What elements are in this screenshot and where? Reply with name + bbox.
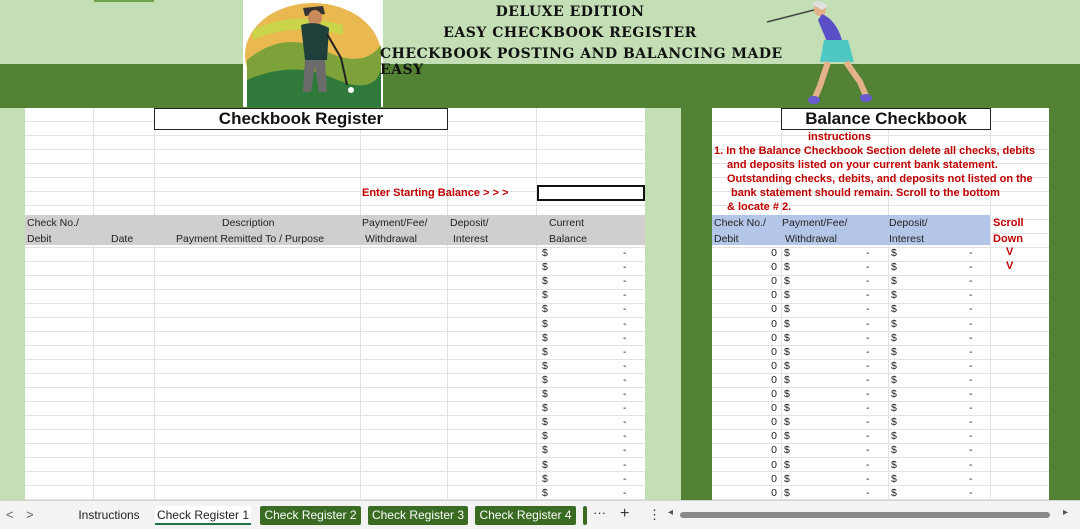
- payment-currency: $: [784, 487, 790, 499]
- tab-overflow-edge: [583, 506, 587, 525]
- balance-currency: $: [542, 360, 548, 372]
- gridline: [447, 108, 448, 500]
- check-number: 0: [771, 318, 777, 330]
- tab-instructions[interactable]: Instructions: [78, 508, 140, 522]
- col-deposit-line1: Deposit/: [450, 217, 489, 229]
- scroll-down-marker: V: [1006, 260, 1014, 272]
- prev-sheet-icon[interactable]: <: [6, 507, 14, 522]
- balance-currency: $: [542, 346, 548, 358]
- bal-col-deposit-line1: Deposit/: [889, 217, 928, 229]
- deposit-value: -: [969, 402, 973, 414]
- horizontal-scrollbar[interactable]: [668, 507, 1073, 520]
- balance-currency: $: [542, 402, 548, 414]
- payment-currency: $: [784, 473, 790, 485]
- deposit-value: -: [969, 487, 973, 499]
- deposit-currency: $: [891, 332, 897, 344]
- instructions-heading: instructions: [808, 131, 871, 143]
- sheet-options-icon[interactable]: ⋮: [648, 507, 661, 522]
- balance-value: -: [623, 473, 627, 485]
- deposit-currency: $: [891, 275, 897, 287]
- check-number: 0: [771, 402, 777, 414]
- payment-currency: $: [784, 332, 790, 344]
- balance-currency: $: [542, 430, 548, 442]
- check-number: 0: [771, 346, 777, 358]
- col-deposit-line2: Interest: [453, 233, 489, 245]
- deposit-value: -: [969, 388, 973, 400]
- payment-value: -: [866, 247, 870, 259]
- product-heading: EASY CHECKBOOK REGISTER: [443, 25, 697, 41]
- col-payment-line2: Withdrawal: [365, 233, 417, 245]
- gridline: [360, 108, 361, 500]
- golfer-illustration: [243, 0, 383, 107]
- balance-currency: $: [542, 444, 548, 456]
- payment-currency: $: [784, 275, 790, 287]
- balance-value: -: [623, 275, 627, 287]
- scroll-left-icon[interactable]: ◂: [668, 507, 674, 518]
- balance-value: -: [623, 459, 627, 471]
- gridline: [536, 108, 537, 500]
- edition-heading: DELUXE EDITION: [495, 4, 645, 20]
- middle-margin-light: [645, 108, 681, 500]
- col-date: Date: [111, 233, 134, 245]
- register-title: Checkbook Register: [154, 108, 448, 130]
- payment-currency: $: [784, 261, 790, 273]
- payment-value: -: [866, 360, 870, 372]
- balance-value: -: [623, 360, 627, 372]
- col-check-line2: Debit: [27, 233, 52, 245]
- deposit-currency: $: [891, 289, 897, 301]
- balance-value: -: [623, 487, 627, 499]
- payment-currency: $: [784, 247, 790, 259]
- check-number: 0: [771, 275, 777, 287]
- deposit-currency: $: [891, 473, 897, 485]
- deposit-currency: $: [891, 247, 897, 259]
- check-number: 0: [771, 444, 777, 456]
- payment-value: -: [866, 318, 870, 330]
- sheet-tab-bar: [0, 500, 1080, 529]
- balance-value: -: [623, 374, 627, 386]
- payment-currency: $: [784, 346, 790, 358]
- col-payment-line1: Payment/Fee/: [362, 217, 428, 229]
- balance-value: -: [623, 247, 627, 259]
- gridline: [93, 108, 94, 500]
- col-check-line1: Check No./: [27, 217, 79, 229]
- payment-value: -: [866, 289, 870, 301]
- payment-currency: $: [784, 374, 790, 386]
- top-hairline: [94, 0, 154, 2]
- payment-currency: $: [784, 303, 790, 315]
- payment-currency: $: [784, 459, 790, 471]
- scrollbar-thumb[interactable]: [680, 512, 1050, 518]
- bal-col-check-line1: Check No./: [714, 217, 766, 229]
- starting-balance-label: Enter Starting Balance > > >: [362, 187, 509, 199]
- bal-col-check-line2: Debit: [714, 233, 739, 245]
- middle-margin-dark: [681, 108, 712, 500]
- payment-currency: $: [784, 416, 790, 428]
- deposit-value: -: [969, 332, 973, 344]
- balance-currency: $: [542, 459, 548, 471]
- balance-value: -: [623, 430, 627, 442]
- payment-value: -: [866, 332, 870, 344]
- balance-value: -: [623, 444, 627, 456]
- payment-value: -: [866, 374, 870, 386]
- register-grid[interactable]: [25, 108, 645, 500]
- deposit-value: -: [969, 473, 973, 485]
- balance-currency: $: [542, 487, 548, 499]
- payment-value: -: [866, 346, 870, 358]
- instruction-line: and deposits listed on your current bank statement.: [727, 159, 998, 171]
- check-number: 0: [771, 360, 777, 372]
- check-number: 0: [771, 416, 777, 428]
- check-number: 0: [771, 430, 777, 442]
- bal-col-deposit-line2: Interest: [889, 233, 925, 245]
- next-sheet-icon[interactable]: >: [26, 507, 34, 522]
- check-number: 0: [771, 473, 777, 485]
- balance-value: -: [623, 416, 627, 428]
- balance-currency: $: [542, 261, 548, 273]
- payment-value: -: [866, 444, 870, 456]
- balance-currency: $: [542, 374, 548, 386]
- scroll-right-icon[interactable]: ▸: [1063, 507, 1069, 518]
- balance-currency: $: [542, 289, 548, 301]
- deposit-currency: $: [891, 416, 897, 428]
- balance-value: -: [623, 346, 627, 358]
- payment-value: -: [866, 430, 870, 442]
- check-number: 0: [771, 388, 777, 400]
- check-number: 0: [771, 487, 777, 499]
- payment-value: -: [866, 275, 870, 287]
- balance-currency: $: [542, 275, 548, 287]
- more-tabs-icon[interactable]: ···: [593, 505, 606, 520]
- balance-currency: $: [542, 388, 548, 400]
- deposit-value: -: [969, 360, 973, 372]
- deposit-currency: $: [891, 374, 897, 386]
- deposit-value: -: [969, 247, 973, 259]
- payment-currency: $: [784, 318, 790, 330]
- deposit-currency: $: [891, 402, 897, 414]
- payment-value: -: [866, 303, 870, 315]
- scroll-label-line1: Scroll: [993, 217, 1024, 229]
- deposit-value: -: [969, 289, 973, 301]
- balance-value: -: [623, 318, 627, 330]
- deposit-value: -: [969, 261, 973, 273]
- col-description-line1: Description: [222, 217, 275, 229]
- payment-currency: $: [784, 402, 790, 414]
- balance-currency: $: [542, 318, 548, 330]
- starting-balance-input[interactable]: [537, 185, 645, 201]
- check-number: 0: [771, 374, 777, 386]
- instruction-line: 1. In the Balance Checkbook Section delete all checks, debits: [714, 145, 1035, 157]
- payment-value: -: [866, 416, 870, 428]
- balance-title: Balance Checkbook: [781, 108, 991, 130]
- check-number: 0: [771, 459, 777, 471]
- deposit-value: -: [969, 303, 973, 315]
- tab-check-register-3[interactable]: Check Register 3: [368, 506, 468, 525]
- instruction-line: bank statement should remain. Scroll to the bottom: [731, 187, 1000, 199]
- col-balance-line2: Balance: [549, 233, 587, 245]
- payment-value: -: [866, 261, 870, 273]
- deposit-currency: $: [891, 360, 897, 372]
- deposit-currency: $: [891, 444, 897, 456]
- bal-col-payment-line2: Withdrawal: [785, 233, 837, 245]
- right-margin: [1049, 108, 1080, 500]
- deposit-value: -: [969, 444, 973, 456]
- bal-col-payment-line1: Payment/Fee/: [782, 217, 848, 229]
- col-balance-line1: Current: [549, 217, 585, 229]
- instruction-line: Outstanding checks, debits, and deposits not listed on the: [727, 173, 1033, 185]
- deposit-value: -: [969, 416, 973, 428]
- balance-value: -: [623, 289, 627, 301]
- balance-currency: $: [542, 303, 548, 315]
- check-number: 0: [771, 303, 777, 315]
- deposit-currency: $: [891, 459, 897, 471]
- balance-value: -: [623, 388, 627, 400]
- deposit-value: -: [969, 374, 973, 386]
- payment-currency: $: [784, 388, 790, 400]
- balance-currency: $: [542, 473, 548, 485]
- gridline: [154, 108, 155, 500]
- instruction-line: & locate # 2.: [727, 201, 792, 213]
- tab-check-register-1[interactable]: Check Register 1: [155, 506, 251, 525]
- tab-check-register-2[interactable]: Check Register 2: [260, 506, 361, 525]
- deposit-value: -: [969, 459, 973, 471]
- balance-currency: $: [542, 247, 548, 259]
- scroll-label-line2: Down: [993, 233, 1023, 245]
- deposit-currency: $: [891, 430, 897, 442]
- balance-currency: $: [542, 416, 548, 428]
- payment-value: -: [866, 388, 870, 400]
- payment-value: -: [866, 402, 870, 414]
- payment-currency: $: [784, 430, 790, 442]
- deposit-value: -: [969, 430, 973, 442]
- deposit-currency: $: [891, 388, 897, 400]
- deposit-currency: $: [891, 261, 897, 273]
- deposit-currency: $: [891, 346, 897, 358]
- check-number: 0: [771, 261, 777, 273]
- deposit-value: -: [969, 275, 973, 287]
- deposit-currency: $: [891, 318, 897, 330]
- deposit-currency: $: [891, 303, 897, 315]
- balance-currency: $: [542, 332, 548, 344]
- col-description-line2: Payment Remitted To / Purpose: [176, 233, 325, 245]
- payment-currency: $: [784, 444, 790, 456]
- balance-value: -: [623, 402, 627, 414]
- balance-value: -: [623, 303, 627, 315]
- check-number: 0: [771, 332, 777, 344]
- payment-value: -: [866, 459, 870, 471]
- deposit-currency: $: [891, 487, 897, 499]
- balance-value: -: [623, 332, 627, 344]
- payment-value: -: [866, 487, 870, 499]
- tagline-heading: CHECKBOOK POSTING AND BALANCING MADE EASY: [380, 46, 783, 78]
- check-number: 0: [771, 289, 777, 301]
- scroll-down-marker: V: [1006, 246, 1014, 258]
- deposit-value: -: [969, 346, 973, 358]
- tab-check-register-4[interactable]: Check Register 4: [475, 506, 576, 525]
- payment-currency: $: [784, 360, 790, 372]
- payment-value: -: [866, 473, 870, 485]
- add-sheet-icon[interactable]: +: [620, 505, 630, 522]
- left-margin: [0, 108, 25, 500]
- deposit-value: -: [969, 318, 973, 330]
- balance-value: -: [623, 261, 627, 273]
- check-number: 0: [771, 247, 777, 259]
- payment-currency: $: [784, 289, 790, 301]
